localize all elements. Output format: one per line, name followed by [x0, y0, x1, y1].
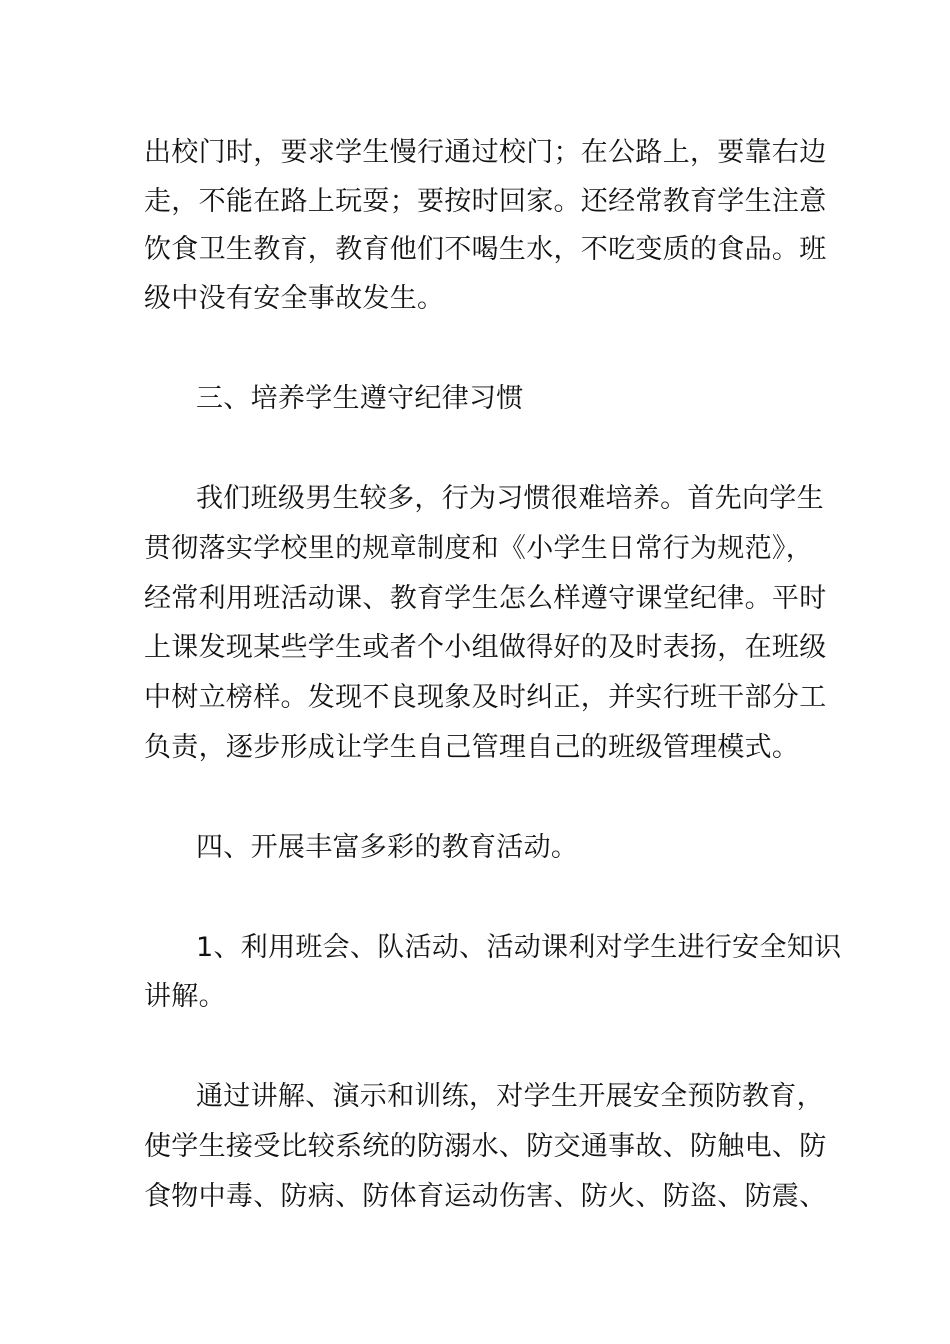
- paragraph-line: 食物中毒、防病、防体育运动伤害、防火、防盗、防震、: [144, 1181, 827, 1212]
- paragraph-line: 级中没有安全事故发生。: [144, 283, 445, 314]
- paragraph-line: 我们班级男生较多，行为习惯很难培养。首先向学生: [196, 483, 824, 514]
- paragraph-line: 讲解。: [144, 981, 226, 1012]
- paragraph-line: 上课发现某些学生或者个小组做得好的及时表扬，在班级: [144, 632, 827, 663]
- paragraph-line: 通过讲解、演示和训练，对学生开展安全预防教育，: [196, 1081, 824, 1112]
- paragraph-line: 贯彻落实学校里的规章制度和《小学生日常行为规范》，: [144, 533, 813, 564]
- paragraph-line: 出校门时，要求学生慢行通过校门；在公路上，要靠右边: [144, 137, 827, 168]
- paragraph-line: 经常利用班活动课、教育学生怎么样遵守课堂纪律。平时: [144, 583, 827, 614]
- paragraph-line: 使学生接受比较系统的防溺水、防交通事故、防触电、防: [144, 1131, 827, 1162]
- paragraph-line: 1、利用班会、队活动、活动课利对学生进行安全知识: [196, 932, 842, 963]
- section-heading: 三、培养学生遵守纪律习惯: [196, 383, 524, 414]
- paragraph-line: 中树立榜样。发现不良现象及时纠正，并实行班干部分工: [144, 682, 827, 713]
- section-heading: 四、开展丰富多彩的教育活动。: [196, 832, 579, 863]
- paragraph-line: 饮食卫生教育，教育他们不喝生水，不吃变质的食品。班: [144, 234, 827, 265]
- paragraph-line: 负责，逐步形成让学生自己管理自己的班级管理模式。: [144, 732, 800, 763]
- paragraph-line: 走，不能在路上玩耍；要按时回家。还经常教育学生注意: [144, 186, 827, 217]
